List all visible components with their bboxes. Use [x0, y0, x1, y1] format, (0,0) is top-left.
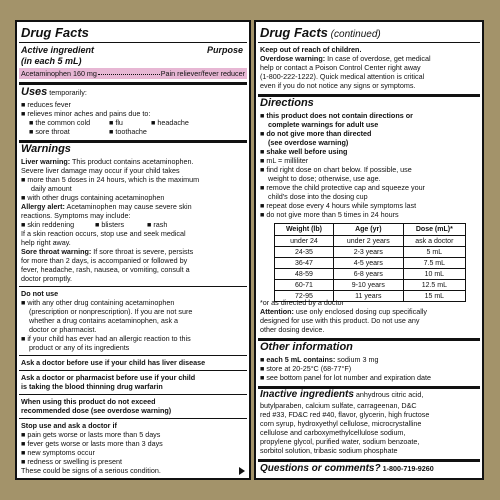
uses-title: Uses: [21, 86, 48, 98]
other-info-line: ■ see bottom panel for lot number and expiration date: [260, 373, 431, 382]
table-cell: 24-35: [275, 247, 334, 258]
table-cell: 2-3 years: [333, 247, 403, 258]
inactive-line: corn syrup, hydroxyethyl cellulose, microcrystalline: [260, 419, 422, 428]
attention-label: Attention:: [260, 307, 294, 316]
stop-use-line: ■ new symptoms occur: [21, 448, 95, 457]
warning-line: doctor promptly.: [21, 274, 72, 283]
table-row: [275, 247, 466, 258]
drug-facts-panel-left: [15, 20, 251, 480]
table-row: [275, 280, 466, 291]
continue-arrow-icon: [239, 467, 245, 475]
continued-title: [260, 26, 478, 40]
overdose-label: Overdose warning:: [260, 54, 326, 63]
continued-label: (continued): [327, 29, 381, 40]
table-cell: 7.5 mL: [403, 258, 465, 269]
uses-intro: temporarily:: [49, 88, 87, 97]
sodium-value: sodium 3 mg: [335, 355, 379, 364]
allergy-alert-text: Acetaminophen may cause severe skin: [64, 202, 192, 211]
allergy-alert-label: Allergy alert:: [21, 202, 65, 211]
sore-throat-label: Sore throat warning:: [21, 247, 92, 256]
do-not-use-line: (prescription or nonprescription). If you are not sure: [29, 307, 193, 316]
uses-item: ■ toothache: [109, 127, 147, 136]
phone-number: 1-800-719-9260: [380, 464, 434, 473]
divider: [258, 42, 480, 43]
stop-use-line: These could be signs of a serious condition.: [21, 466, 161, 475]
directions-line: ■ shake well before using: [260, 147, 348, 156]
attention-line: designed for use with this product. Do not use any: [260, 316, 420, 325]
directions-line: child's dose into the dosing cup: [268, 192, 368, 201]
sore-throat-warning: [21, 248, 245, 255]
table-row: [275, 236, 466, 247]
attention-text: use only enclosed dosing cup specifically: [293, 307, 427, 316]
per-dose-label: (in each 5 mL): [21, 56, 82, 66]
inactive-line: cellulose and carboxymethylcellulose sodium,: [260, 428, 406, 437]
directions-line: ■ repeat dose every 4 hours while symptoms last: [260, 201, 417, 210]
directions-line: ■ this product does not contain directions or: [260, 111, 413, 120]
directions-line: (see overdose warning): [268, 138, 349, 147]
warnings-title: Warnings: [21, 143, 71, 155]
drug-facts-panel-right: [254, 20, 484, 480]
warning-line: ■ skin reddening: [21, 220, 75, 229]
divider: [19, 370, 247, 371]
table-footnote: *or as directed by a doctor: [260, 298, 344, 307]
uses-item: ■ relieves minor aches and pains due to:: [21, 109, 151, 118]
questions-label: Questions or comments?: [260, 463, 381, 474]
divider: [19, 42, 247, 43]
warning-line: ■ blisters: [95, 220, 125, 229]
ingredient-row: [21, 70, 245, 77]
inactive-line: red #33, FD&C red #40, flavor, glycerin, high fructose: [260, 410, 430, 419]
inactive-line: propylene glycol, purified water, sodium benzoate,: [260, 437, 420, 446]
table-header: Weight (lb): [275, 224, 334, 236]
stop-use-line: ■ fever gets worse or lasts more than 3 days: [21, 439, 163, 448]
do-not-use-line: doctor or pharmacist.: [29, 325, 97, 334]
table-cell: 10 mL: [403, 269, 465, 280]
inactive-ingredients: [260, 390, 478, 400]
inactive-text: anhydrous citric acid,: [353, 390, 424, 399]
overdose-line: help or contact a Poison Control Center right away: [260, 63, 421, 72]
attention-line: other dosing device.: [260, 325, 325, 334]
table-cell: 15 mL: [403, 291, 465, 302]
do-not-use-line: ■ with any other drug containing acetaminophen: [21, 298, 175, 307]
divider: [19, 286, 247, 287]
do-not-use-title: Do not use: [21, 289, 59, 298]
table-cell: 9-10 years: [333, 280, 403, 291]
table-cell: 48-59: [275, 269, 334, 280]
uses-item: ■ headache: [151, 118, 189, 127]
directions-line: ■ find right dose on chart below. If possible, use: [260, 165, 412, 174]
table-cell: 36-47: [275, 258, 334, 269]
ask-pharmacist-line: is taking the blood thinning drug warfarin: [21, 382, 163, 391]
liver-warning: [21, 158, 245, 165]
table-header: Age (yr): [333, 224, 403, 236]
ingredient-name: Acetaminophen 160 mg: [21, 69, 97, 78]
uses-item: ■ flu: [109, 118, 123, 127]
uses-item: ■ sore throat: [29, 127, 70, 136]
table-cell: under 24: [275, 236, 334, 247]
table-header-row: [275, 224, 466, 236]
table-cell: 60-71: [275, 280, 334, 291]
table-cell: under 2 years: [333, 236, 403, 247]
divider: [19, 394, 247, 395]
inactive-line: sorbitol solution, tribasic sodium phosphate: [260, 446, 398, 455]
divider: [19, 82, 247, 85]
warning-line: ■ with other drugs containing acetaminophen: [21, 193, 165, 202]
allergy-alert: [21, 203, 245, 210]
warning-line: Severe liver damage may occur if your child takes: [21, 166, 180, 175]
dot-leader: [98, 70, 160, 75]
attention-note: [260, 308, 478, 315]
directions-line: ■ mL = milliliter: [260, 156, 309, 165]
stop-use-title: Stop use and ask a doctor if: [21, 421, 117, 430]
table-cell: 72-95: [275, 291, 334, 302]
directions-line: ■ do not give more than directed: [260, 129, 372, 138]
table-cell: 12.5 mL: [403, 280, 465, 291]
overdose-warning: [260, 55, 478, 62]
warning-line: If a skin reaction occurs, stop use and seek medical: [21, 229, 186, 238]
active-ingredient-heading: Active ingredient: [21, 45, 95, 55]
liver-warning-text: This product contains acetaminophen.: [70, 157, 194, 166]
liver-warning-label: Liver warning:: [21, 157, 71, 166]
purpose-heading: Purpose: [206, 45, 243, 55]
table-header: Dose (mL)*: [403, 224, 465, 236]
questions-line: [260, 464, 478, 474]
sore-throat-text: If sore throat is severe, persists: [91, 247, 194, 256]
table-cell: 11 years: [333, 291, 403, 302]
directions-line: weight to dose; otherwise, use age.: [268, 174, 381, 183]
dosage-table: [274, 223, 466, 302]
divider: [258, 459, 480, 462]
table-cell: 4-5 years: [333, 258, 403, 269]
overdose-line: (1-800-222-1222). Quick medical attention is critical: [260, 72, 425, 81]
divider: [19, 418, 247, 419]
warning-line: ■ more than 5 doses in 24 hours, which is the maximum: [21, 175, 200, 184]
inactive-line: butylparaben, calcium sulfate, carrageenan, D&C: [260, 401, 417, 410]
drug-facts-title: Drug Facts: [260, 25, 328, 40]
do-not-use-line: product or any of its ingredients: [29, 343, 130, 352]
do-not-use-line: ■ if your child has ever had an allergic reaction to this: [21, 334, 191, 343]
overdose-text: In case of overdose, get medical: [325, 54, 431, 63]
warning-line: daily amount: [31, 184, 72, 193]
drug-facts-title: Drug Facts: [21, 25, 89, 40]
ingredient-purpose: Pain reliever/fever reducer: [160, 69, 245, 78]
directions-line: complete warnings for adult use: [268, 120, 379, 129]
table-cell: ask a doctor: [403, 236, 465, 247]
inactive-ingredients-title: Inactive ingredients: [260, 389, 354, 400]
warning-line: for more than 2 days, is accompanied or followed by: [21, 256, 188, 265]
when-using-line: When using this product do not exceed: [21, 397, 156, 406]
table-cell: 6-8 years: [333, 269, 403, 280]
overdose-line: even if you do not notice any signs or symptoms.: [260, 81, 416, 90]
table-row: [275, 258, 466, 269]
directions-line: ■ remove the child protective cap and squeeze your: [260, 183, 425, 192]
table-cell: 5 mL: [403, 247, 465, 258]
uses-item: ■ reduces fever: [21, 100, 71, 109]
directions-line: ■ do not give more than 5 times in 24 hours: [260, 210, 399, 219]
uses-header: [21, 87, 245, 98]
warning-line: fever, headache, rash, nausea, or vomiting, consult a: [21, 265, 190, 274]
warning-line: ■ rash: [147, 220, 168, 229]
do-not-use-line: whether a drug contains acetaminophen, ask a: [29, 316, 179, 325]
ask-pharmacist-line: Ask a doctor or pharmacist before use if your child: [21, 373, 196, 382]
stop-use-line: ■ redness or swelling is present: [21, 457, 123, 466]
other-info-line: ■ store at 20-25°C (68-77°F): [260, 364, 352, 373]
uses-item: ■ the common cold: [29, 118, 91, 127]
divider: [19, 355, 247, 356]
directions-title: Directions: [260, 97, 314, 109]
warning-line: reactions. Symptoms may include:: [21, 211, 131, 220]
warning-line: help right away.: [21, 238, 71, 247]
other-info-line: [260, 356, 478, 363]
table-row: [275, 269, 466, 280]
keep-out-of-reach: Keep out of reach of children.: [260, 45, 362, 54]
sodium-label: ■ each 5 mL contains:: [260, 355, 336, 364]
other-information-title: Other information: [260, 341, 353, 353]
when-using-line: recommended dose (see overdose warning): [21, 406, 172, 415]
stop-use-line: ■ pain gets worse or lasts more than 5 days: [21, 430, 161, 439]
ask-doctor-liver: Ask a doctor before use if your child has liver disease: [21, 358, 206, 367]
